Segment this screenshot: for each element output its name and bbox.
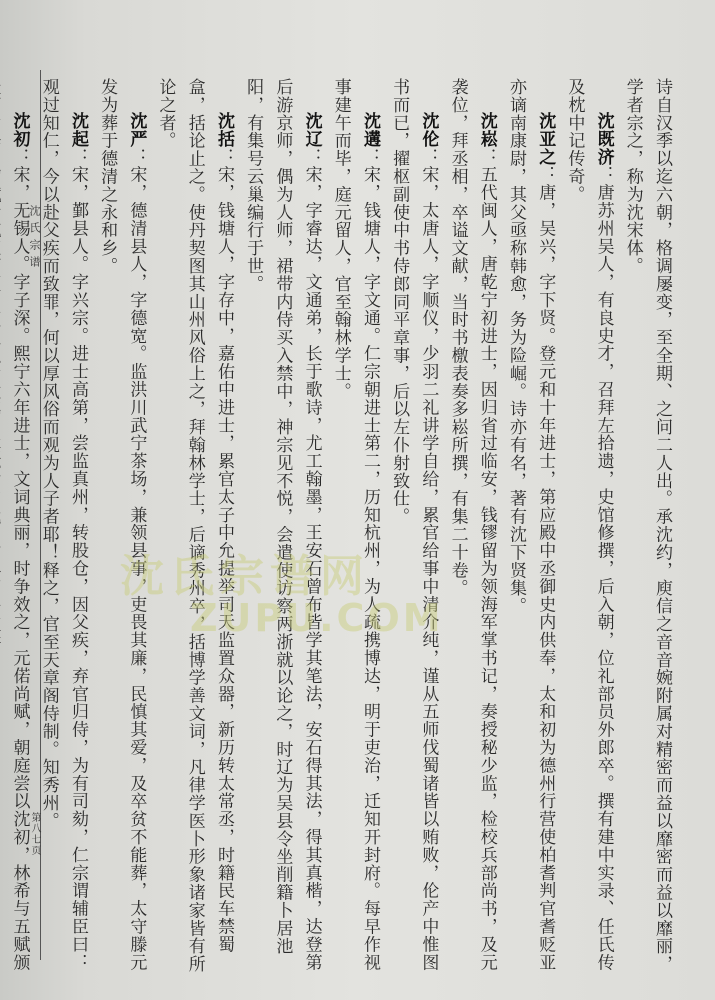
entry-text: ：唐，吴兴，字下贤。登元和十年进士，第应殿中丞御史内供奉，太和初为德州行营使柏耆判官耆贬亚亦谪南康尉，其父亟称韩愈，务为险崛。诗亦有名，著有沈下贤集。 [505,78,556,972]
entry-name: 沈亚之 [535,112,556,166]
entry-name: 沈起 [67,112,88,148]
intro-paragraph: 诗自汉季以迄六朝，格调屡变，至全期、之问二人出。承沈约，庾信之音音婉附属对精密而益以靡密而益以靡丽，学者宗之，称为沈宋体。 [622,78,672,973]
entry-name: 沈严 [126,112,147,148]
entry-shen-gou [326,78,384,978]
entry-shen-song [442,78,500,978]
page-number: 第八七页 [29,812,40,856]
entry-shen-chu [0,78,34,978]
entry-text: ：宋，鄞县人。字兴宗。进士高第，尝监真州，转股仓，因父疾，弃官归侍，为有司劾，仁宗谓辅臣曰：观过知仁，今以赴父疾而致罪，何以厚风俗而观为人子者耶！释之，官至天章阁侍制。知秀州。 [38,78,88,972]
entry-text: ：宋，太唐人，字顺仪，少羽二礼讲学自给，累官给事中清介纯，谨从五师伐蜀诸皆以贿败，伦产中惟图书而已，擢枢副使中书侍郎同平章事，后以左仆射致仕。 [389,78,439,972]
entry-text: ：宋，无锡人。字子深。熙宁六年进士，文词典丽，时争效之，元偌尚赋，朝庭尝以沈初，林希与五赋颁 [9,147,30,972]
watermark-en: ZUPU.COM [190,596,444,640]
entry-text: ：唐苏州吴人，有良史才，召拜左拾遗，史馆修撰，后入朝，位礼部员外郎卒。撰有建中实录、任氏传及枕中记传奇。 [564,78,614,972]
entry-name: 沈辽 [301,112,322,148]
running-head: 沈氏宗谱 [28,205,41,273]
entry-name: 沈既济 [593,112,614,166]
entry-text: ：五代闽人，唐乾宁初进士，因归省过临安，钱镠留为领海军掌书记，奏授秘少监，检校兵部尚书，及元袭位，拜丞相，卒谥文献，当时书檄表奏多崧所撰，有集二十卷。 [447,78,497,972]
entry-shen-jiji [559,78,617,978]
entry-shen-kuo [150,78,238,978]
entry-shen-yan [92,78,150,978]
entry-name: 沈遘 [359,112,380,148]
entry-text: ：宋，德清县人，字德宽。监洪川武宁茶场，兼领县事，吏畏其廉，民慎其爱，及卒贫不能葬，太守滕元发为葬于德清之永和乡。 [97,78,147,972]
entry-shen-liao [238,78,326,978]
entry-name: 沈崧 [476,112,497,148]
entry-text: ：宋，钱塘人，字文通。仁宗朝进士第二，历知杭州，为人疏携博达，明于吏治，迁知开封府。每早作视事建午而毕，庭元留人，官至翰林学士。 [330,78,380,972]
entry-name: 沈伦 [418,112,439,148]
entry-text: ：宋，钱塘人，字存中，嘉佑中进士，累官太子中允提举司天监置众器，新历转太常丞，时籍民车禁蜀盒，括论止之。使丹契图其山州风俗上之，拜翰林学士，后谪秀州卒，括博学善文词，凡律学医卜形象诸家皆有所论之者。 [155,78,234,973]
entry-name: 沈初 [9,112,30,148]
watermark-cn: 沈氏宗谱网 [120,551,370,602]
entry-text: ：宋，字睿达，文通弟，长于歌诗，尤工翰墨，王安石曾布皆学其笔法，安石得其法，得其真楷，达登第后游京师，偶为人师，裙带内侍买入禁中，神宗见不悦，会遣使访察两浙就以论之，时辽为吴县令坐削籍卜居池阳，有集号云巢编行于世。 [243,78,322,972]
entry-shen-qi [34,78,92,978]
entry-shen-lun [384,78,442,978]
entry-shen-yazhi [501,78,559,978]
entry-name: 沈括 [213,112,234,148]
